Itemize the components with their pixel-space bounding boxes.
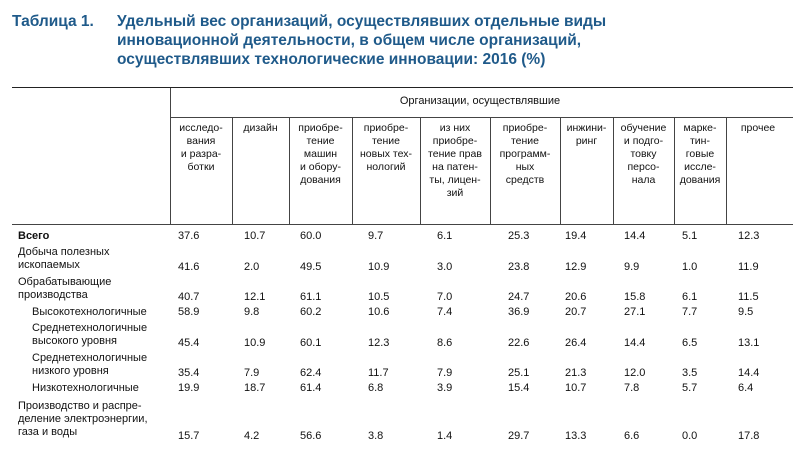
table-cell: 8.6 bbox=[437, 337, 453, 349]
table-cell: 37.6 bbox=[178, 230, 200, 242]
table-cell: 6.5 bbox=[682, 337, 698, 349]
table-cell: 12.1 bbox=[244, 291, 266, 303]
table-cell: 14.4 bbox=[624, 337, 646, 349]
group-header-rule bbox=[170, 117, 793, 118]
row-label: Среднетехнологичные низкого уровня bbox=[32, 352, 148, 377]
table-cell: 11.7 bbox=[368, 367, 389, 379]
column-header: приобре- тение программ- ных средств bbox=[499, 122, 551, 186]
table-cell: 10.9 bbox=[368, 261, 390, 273]
table-cell: 25.1 bbox=[508, 367, 530, 379]
table-cell: 11.9 bbox=[738, 261, 759, 273]
table-cell: 62.4 bbox=[300, 367, 322, 379]
table-cell: 15.7 bbox=[178, 430, 200, 442]
table-cell: 61.1 bbox=[300, 291, 322, 303]
table-cell: 29.7 bbox=[508, 430, 530, 442]
table-cell: 0.0 bbox=[682, 430, 698, 442]
table-cell: 4.2 bbox=[244, 430, 260, 442]
column-header: приобре- тение новых тех- нологий bbox=[360, 122, 412, 173]
row-label: Высокотехнологичные bbox=[32, 306, 147, 318]
row-label: Низкотехнологичные bbox=[32, 382, 139, 394]
top-rule bbox=[12, 87, 793, 88]
table-cell: 9.9 bbox=[624, 261, 640, 273]
table-cell: 49.5 bbox=[300, 261, 322, 273]
table-cell: 3.5 bbox=[682, 367, 698, 379]
table-cell: 22.6 bbox=[508, 337, 530, 349]
row-label: Среднетехнологичные высокого уровня bbox=[32, 322, 148, 347]
table-cell: 26.4 bbox=[565, 337, 587, 349]
table-number: Таблица 1. bbox=[12, 13, 94, 30]
table-cell: 13.1 bbox=[738, 337, 760, 349]
table-cell: 15.8 bbox=[624, 291, 646, 303]
table-cell: 5.1 bbox=[682, 230, 698, 242]
table-cell: 7.4 bbox=[437, 306, 453, 318]
table-caption: Удельный вес организаций, осуществлявших отдельные виды инновационной деятельности, в общем числе организаций, осуществлявших технологические инновации: 2016 (%) bbox=[117, 13, 607, 68]
table-cell: 60.2 bbox=[300, 306, 322, 318]
table-cell: 9.7 bbox=[368, 230, 384, 242]
row-label: Всего bbox=[18, 230, 50, 242]
table-cell: 35.4 bbox=[178, 367, 200, 379]
table-cell: 25.3 bbox=[508, 230, 530, 242]
table-cell: 7.9 bbox=[437, 367, 453, 379]
table-cell: 1.0 bbox=[682, 261, 698, 273]
table-cell: 2.0 bbox=[244, 261, 260, 273]
table-cell: 19.4 bbox=[565, 230, 587, 242]
table-cell: 27.1 bbox=[624, 306, 646, 318]
table-cell: 19.9 bbox=[178, 382, 200, 394]
table-cell: 7.9 bbox=[244, 367, 260, 379]
table-cell: 12.0 bbox=[624, 367, 646, 379]
table-cell: 10.7 bbox=[244, 230, 266, 242]
table-cell: 9.8 bbox=[244, 306, 260, 318]
column-header: обучение и подго- товку персо- нала bbox=[620, 122, 667, 186]
table-cell: 13.3 bbox=[565, 430, 587, 442]
table-cell: 20.6 bbox=[565, 291, 587, 303]
table-cell: 40.7 bbox=[178, 291, 200, 303]
table-cell: 24.7 bbox=[508, 291, 530, 303]
row-label: Обрабатывающие производства bbox=[18, 276, 112, 301]
table-cell: 10.6 bbox=[368, 306, 390, 318]
table-cell: 23.8 bbox=[508, 261, 530, 273]
column-header: инжини- ринг bbox=[566, 122, 607, 147]
table-cell: 6.1 bbox=[437, 230, 453, 242]
table-cell: 3.8 bbox=[368, 430, 384, 442]
table-cell: 7.8 bbox=[624, 382, 640, 394]
table-cell: 7.0 bbox=[437, 291, 453, 303]
table-cell: 12.3 bbox=[738, 230, 760, 242]
table-cell: 10.5 bbox=[368, 291, 390, 303]
table-cell: 14.4 bbox=[738, 367, 760, 379]
column-header: прочее bbox=[740, 122, 776, 134]
table-cell: 61.4 bbox=[300, 382, 322, 394]
column-header: приобре- тение машин и обору- дования bbox=[298, 122, 343, 186]
column-header: марке- тин- говые иссле- дования bbox=[679, 122, 721, 186]
table-cell: 60.0 bbox=[300, 230, 322, 242]
row-label: Производство и распре- деление электроэнергии, газа и воды bbox=[18, 400, 148, 438]
column-header: исследо- вания и разра- ботки bbox=[179, 122, 223, 173]
table-cell: 60.1 bbox=[300, 337, 322, 349]
group-header: Организации, осуществлявшие bbox=[399, 95, 561, 107]
table-cell: 10.9 bbox=[244, 337, 266, 349]
column-header: дизайн bbox=[243, 122, 278, 134]
table-cell: 41.6 bbox=[178, 261, 200, 273]
table-cell: 17.8 bbox=[738, 430, 760, 442]
table-cell: 12.9 bbox=[565, 261, 587, 273]
table-cell: 11.5 bbox=[738, 291, 759, 303]
table-cell: 7.7 bbox=[682, 306, 698, 318]
header-bottom-rule bbox=[12, 224, 793, 225]
column-header: из них приобре- тение прав на патен- ты, лицен- зий bbox=[428, 122, 482, 199]
table-cell: 6.4 bbox=[738, 382, 754, 394]
table-cell: 6.8 bbox=[368, 382, 384, 394]
table-cell: 12.3 bbox=[368, 337, 390, 349]
table-cell: 21.3 bbox=[565, 367, 587, 379]
table-cell: 45.4 bbox=[178, 337, 200, 349]
row-label: Добыча полезных ископаемых bbox=[18, 246, 110, 271]
table-cell: 3.9 bbox=[437, 382, 453, 394]
table-cell: 3.0 bbox=[437, 261, 453, 273]
table-cell: 5.7 bbox=[682, 382, 698, 394]
table-cell: 20.7 bbox=[565, 306, 587, 318]
table-cell: 58.9 bbox=[178, 306, 200, 318]
table-cell: 56.6 bbox=[300, 430, 322, 442]
table-cell: 14.4 bbox=[624, 230, 646, 242]
table-cell: 15.4 bbox=[508, 382, 530, 394]
table-cell: 9.5 bbox=[738, 306, 754, 318]
table-cell: 6.1 bbox=[682, 291, 698, 303]
table-cell: 18.7 bbox=[244, 382, 266, 394]
table-cell: 6.6 bbox=[624, 430, 640, 442]
table-cell: 10.7 bbox=[565, 382, 587, 394]
table-cell: 1.4 bbox=[437, 430, 453, 442]
table-cell: 36.9 bbox=[508, 306, 530, 318]
